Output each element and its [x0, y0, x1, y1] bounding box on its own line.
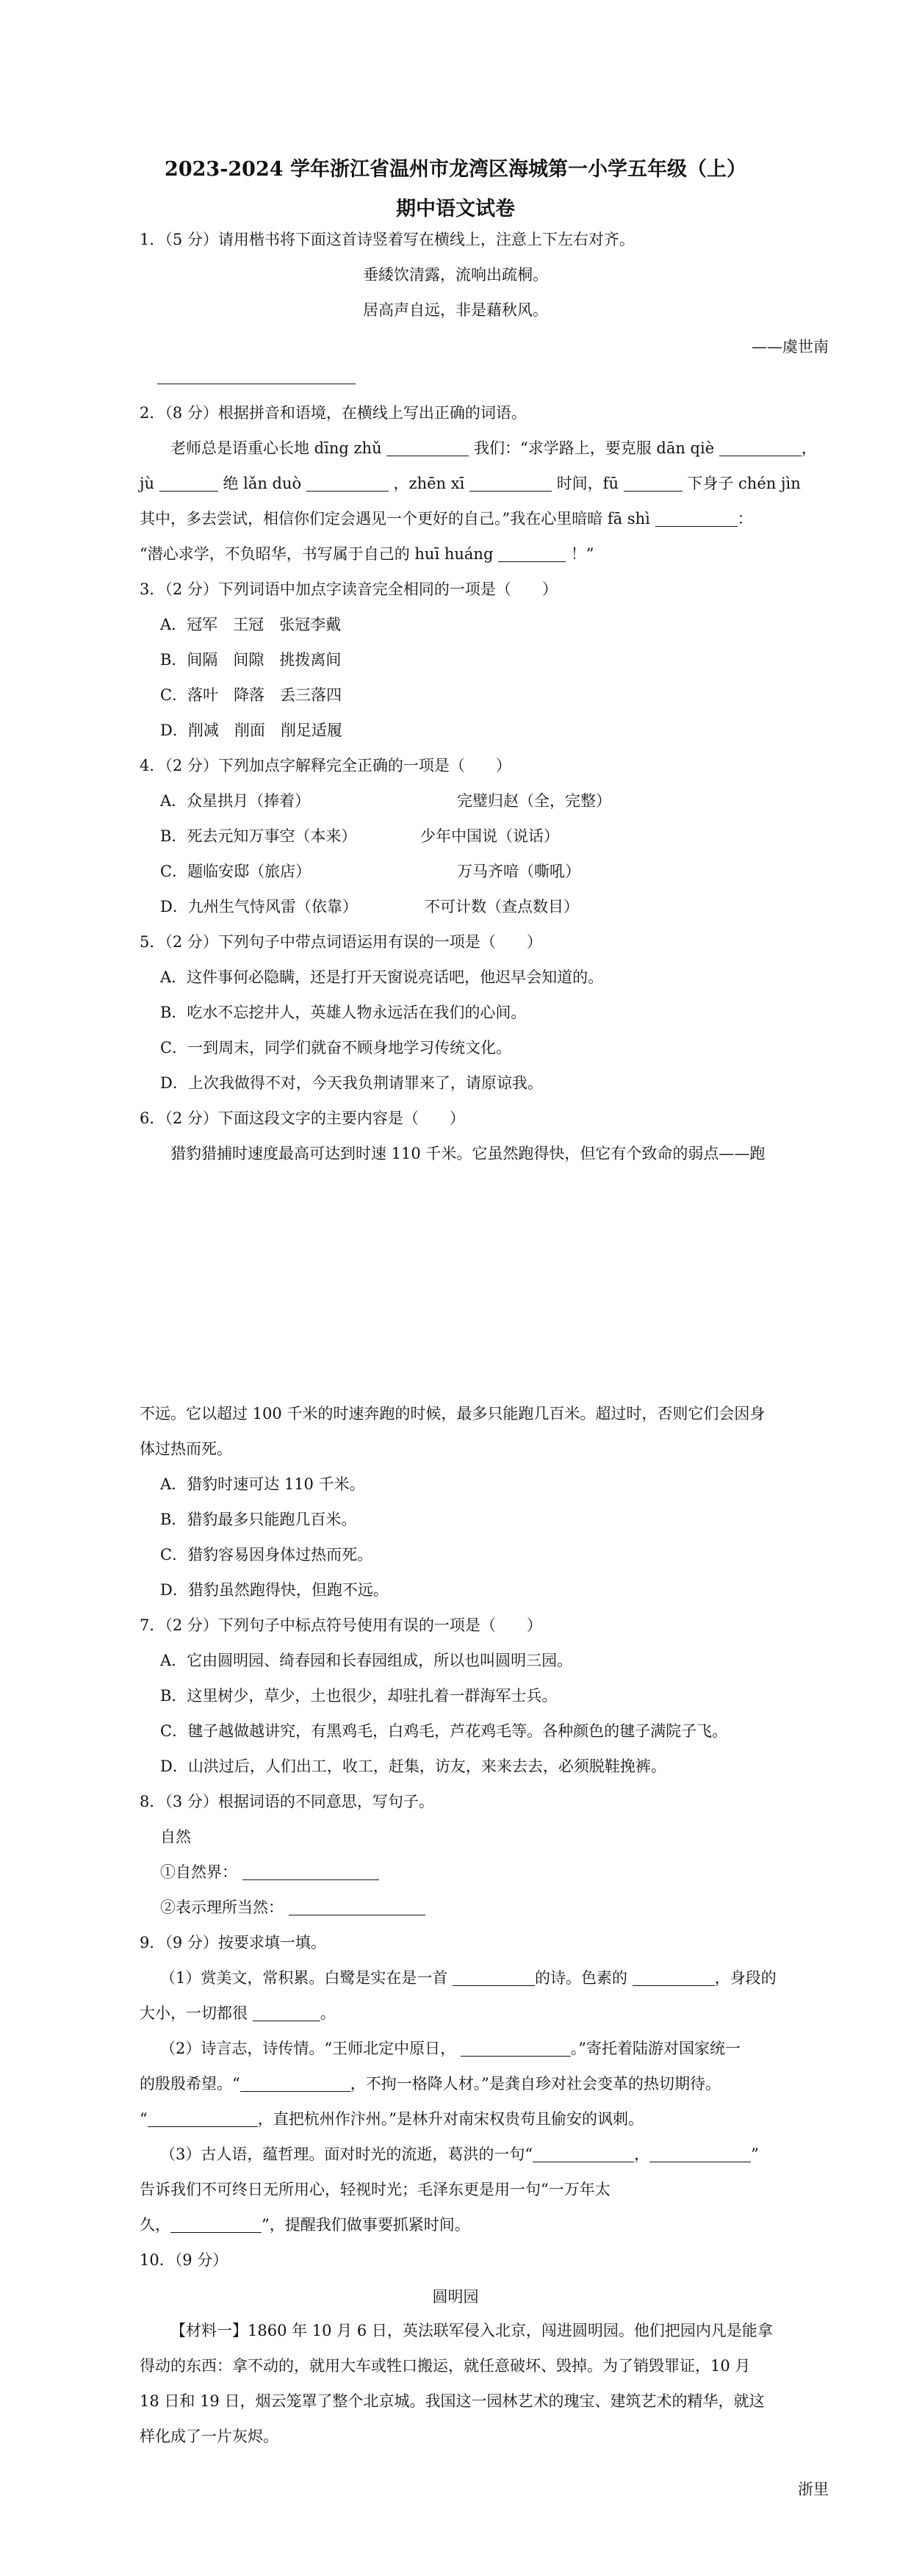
q9-stem: 9．（9 分）按要求填一填。 [140, 1934, 326, 1951]
q9-text-c3: ” [751, 2145, 759, 2163]
q2-text-2e: 下身子 chén jìn [687, 475, 801, 492]
q2-text-1b: 我们：“求学路上，要克服 dān qiè [473, 439, 715, 457]
q9-blank-1[interactable] [453, 1969, 535, 1986]
q9-part2-line3 [140, 2109, 644, 2129]
q2-line2 [140, 473, 801, 494]
q2-blank-zhenxi[interactable] [469, 475, 552, 492]
q2-line1 [170, 438, 817, 458]
q1-stem: 1．（5 分）请用楷书将下面这首诗竖着写在横线上，注意上下左右对齐。 [140, 231, 635, 248]
q2-text-2c: ，zhēn xī [393, 475, 465, 492]
q2-line3 [140, 508, 753, 529]
q9-text-b5: “ [140, 2110, 148, 2128]
q9-blank-2[interactable] [633, 1969, 715, 1986]
page-footer: 浙里 [798, 2480, 829, 2498]
q4-option-d[interactable]: D．九州生气恃风雷（依靠） [160, 898, 358, 915]
q7-option-d[interactable]: D．山洪过后，人们出工，收工，赶集，访友，来来去去，必须脱鞋挽裤。 [160, 1757, 666, 1775]
q4-option-b[interactable]: B．死去元知万事空（本来） [160, 827, 357, 845]
q6-option-a[interactable]: A．猎豹时速可达 110 千米。 [160, 1475, 365, 1493]
q9-blank-7[interactable] [533, 2145, 634, 2162]
q7-stem: 7．（2 分）下列句子中标点符号使用有误的一项是（ ） [140, 1616, 542, 1634]
q2-text-3: 其中，多去尝试，相信你们定会遇见一个更好的自己。”我在心里暗暗 fā shì [140, 510, 650, 528]
q2-blank-danqie[interactable] [719, 439, 802, 456]
q8-stem: 8．（3 分）根据词语的不同意思，写句子。 [140, 1793, 434, 1810]
q5-option-a[interactable]: A．这件事何必隐瞒，还是打开天窗说亮话吧，他迟早会知道的。 [160, 968, 604, 986]
q1-poem-author: ——虞世南 [752, 338, 829, 356]
q5-option-b[interactable]: B．吃水不忘挖井人，英雄人物永远活在我们的心间。 [160, 1004, 527, 1021]
q6-passage-line3: 体过热而死。 [140, 1440, 232, 1458]
q9-text-c2: ， [634, 2145, 650, 2163]
q9-part1-line1 [160, 1968, 777, 1988]
q2-text-4a: “潜心求学，不负昭华，书写属于自己的 huī huáng [140, 545, 494, 563]
q9-part3-line1 [160, 2144, 759, 2165]
q8-word: 自然 [160, 1828, 191, 1846]
q9-part1-line2 [140, 2003, 336, 2023]
q3-option-d[interactable]: D．削减 削面 削足适履 [160, 722, 342, 739]
q2-stem: 2．（8 分）根据拼音和语境，在横线上写出正确的词语。 [140, 404, 527, 422]
q4-stem: 4．（2 分）下列加点字解释完全正确的一项是（ ） [140, 757, 511, 774]
q7-option-a[interactable]: A．它由圆明园、绮春园和长春园组成，所以也叫圆明三园。 [160, 1652, 573, 1669]
q9-text-a1: （1）赏美文，常积累。白鹭是实在是一首 [160, 1969, 448, 1987]
q8-item1-blank[interactable] [242, 1863, 379, 1880]
q2-text-2a: jù [140, 475, 155, 492]
q2-blank-dingzhu[interactable] [386, 439, 469, 456]
q6-option-c[interactable]: C．猎豹容易因身体过热而死。 [160, 1546, 373, 1564]
q2-blank-fashi[interactable] [655, 510, 738, 527]
q6-passage-line1: 猎豹猎捕时速度最高可达到时速 110 千米。它虽然跑得快，但它有个致命的弱点——跑 [170, 1145, 766, 1162]
exam-title-line1: 2023-2024 学年浙江省温州市龙湾区海城第一小学五年级（上） [165, 158, 746, 181]
q6-stem: 6．（2 分）下面这段文字的主要内容是（ ） [140, 1109, 465, 1127]
q7-option-b[interactable]: B．这里树少，草少，土也很少，却驻扎着一群海军士兵。 [160, 1687, 558, 1705]
q10-stem: 10．（9 分） [140, 2251, 228, 2269]
q8-item1-label: 自然界： [176, 1863, 237, 1881]
q9-blank-9[interactable] [170, 2216, 262, 2233]
q4-option-a[interactable] [160, 791, 310, 811]
q3-stem: 3．（2 分）下列词语中加点字读音完全相同的一项是（ ） [140, 580, 558, 598]
q4-option-d-part2: 不可计数（查点数目） [425, 898, 579, 915]
q4-option-a-part2: 完璧归赵（全，完整） [457, 792, 611, 810]
q9-blank-3[interactable] [253, 2004, 320, 2021]
q8-item2-label: 表示理所当然： [176, 1899, 284, 1916]
q10-material-line2: 得动的东西：拿不动的，就用大车或牲口搬运，就任意破坏、毁掉。为了销毁罪证，10 月 [140, 2357, 751, 2375]
q8-item2-number: ② [160, 1899, 176, 1916]
q9-text-a4: 大小，一切都很 [140, 2004, 248, 2022]
q10-heading: 圆明园 [432, 2288, 479, 2306]
q9-blank-8[interactable] [649, 2145, 751, 2162]
q8-item1-number: ① [160, 1863, 176, 1881]
q9-text-c5: 久， [140, 2216, 170, 2234]
q9-part3-line2: 告诉我们不可终日无所用心，轻视时光；毛泽东更是用一句“一万年太 [140, 2181, 611, 2198]
q10-material-line1: 【材料一】1860 年 10 月 6 日，英法联军侵入北京，闯进圆明园。他们把园内凡是能拿 [170, 2322, 773, 2339]
q2-blank-ju[interactable] [159, 475, 218, 492]
q9-text-c1: （3）古人语，蕴哲理。面对时光的流逝，葛洪的一句“ [160, 2145, 533, 2163]
q2-blank-landuo[interactable] [306, 475, 389, 492]
q1-poem-line2: 居高声自远，非是藉秋风。 [363, 301, 548, 319]
q4-option-b-part2: 少年中国说（说话） [420, 827, 559, 845]
q9-blank-4[interactable] [461, 2040, 571, 2057]
q2-line4 [140, 544, 594, 564]
q5-stem: 5．（2 分）下列句子中带点词语运用有误的一项是（ ） [140, 933, 542, 951]
q9-text-a5: 。 [320, 2004, 336, 2022]
q6-passage-line2: 不远。它以超过 100 千米的时速奔跑的时候，最多只能跑几百米。超过时，否则它们会因身 [140, 1405, 766, 1422]
q2-text-2d: 时间，fū [556, 475, 619, 492]
q5-option-c[interactable]: C．一到周末，同学们就奋不顾身地学习传统文化。 [160, 1039, 512, 1057]
q2-text-1c: ， [801, 439, 817, 457]
q2-text-2b: 绝 lǎn duò [223, 475, 302, 492]
q8-item2 [160, 1897, 425, 1918]
q9-part2-line1 [160, 2038, 741, 2059]
q8-item2-blank[interactable] [289, 1899, 425, 1915]
q4-option-a-part1: A．众星拱月（捧着） [160, 792, 311, 810]
q9-text-a3: ，身段的 [714, 1969, 777, 1987]
q2-text-3b: ： [737, 510, 753, 528]
q4-option-c[interactable]: C．题临安邸（旅店） [160, 863, 312, 880]
q3-option-b[interactable]: B．间隔 间隙 挑拨离间 [160, 651, 342, 669]
q5-option-d[interactable]: D．上次我做得不对，今天我负荆请罪来了，请原谅我。 [160, 1074, 543, 1092]
q2-blank-huihuang[interactable] [498, 545, 566, 562]
exam-title-line2: 期中语文试卷 [396, 198, 515, 220]
q9-text-b6: ，直把杭州作汴州。”是林升对南宋权贵苟且偷安的讽刺。 [257, 2110, 644, 2128]
q2-text-1a: 老师总是语重心长地 dīng zhǔ [170, 439, 382, 457]
q9-part3-line3 [140, 2215, 470, 2235]
q9-part2-line2 [140, 2073, 721, 2094]
q10-material-line3: 18 日和 19 日，烟云笼罩了整个北京城。我国这一园林艺术的瑰宝、建筑艺术的精华，就这 [140, 2392, 765, 2410]
q9-blank-6[interactable] [148, 2110, 258, 2127]
q9-text-b4: ，不拘一格降人材。”是龚自珍对社会变革的热切期待。 [350, 2075, 721, 2093]
q2-blank-fu[interactable] [624, 475, 683, 492]
q9-text-a2: 的诗。色素的 [535, 1969, 628, 1987]
q10-material-line4: 样化成了一片灰烬。 [140, 2428, 278, 2445]
q9-text-b2: 。”寄托着陆游对国家统一 [570, 2040, 741, 2057]
q1-poem-line1: 垂緌饮清露，流响出疏桐。 [363, 266, 548, 284]
q8-item1 [160, 1862, 379, 1882]
q9-blank-5[interactable] [240, 2075, 350, 2092]
q9-text-c6: ”，提醒我们做事要抓紧时间。 [262, 2216, 470, 2234]
q4-option-c-part2: 万马齐喑（嘶吼） [457, 863, 580, 880]
q6-option-b[interactable]: B．猎豹最多只能跑几百米。 [160, 1511, 357, 1528]
q3-option-c[interactable]: C．落叶 降落 丢三落四 [160, 686, 342, 704]
q9-text-b1: （2）诗言志，诗传情。“王师北定中原日， [160, 2040, 456, 2057]
q7-option-c[interactable]: C．毽子越做越讲究，有黑鸡毛，白鸡毛，芦花鸡毛等。各种颜色的毽子满院子飞。 [160, 1722, 728, 1740]
q3-option-a[interactable]: A．冠军 王冠 张冠李戴 [160, 616, 342, 633]
q2-text-4b: ！” [570, 545, 594, 563]
q6-option-d[interactable]: D．猎豹虽然跑得快，但跑不远。 [160, 1581, 389, 1599]
q9-text-b3: 的殷殷希望。“ [140, 2075, 240, 2093]
